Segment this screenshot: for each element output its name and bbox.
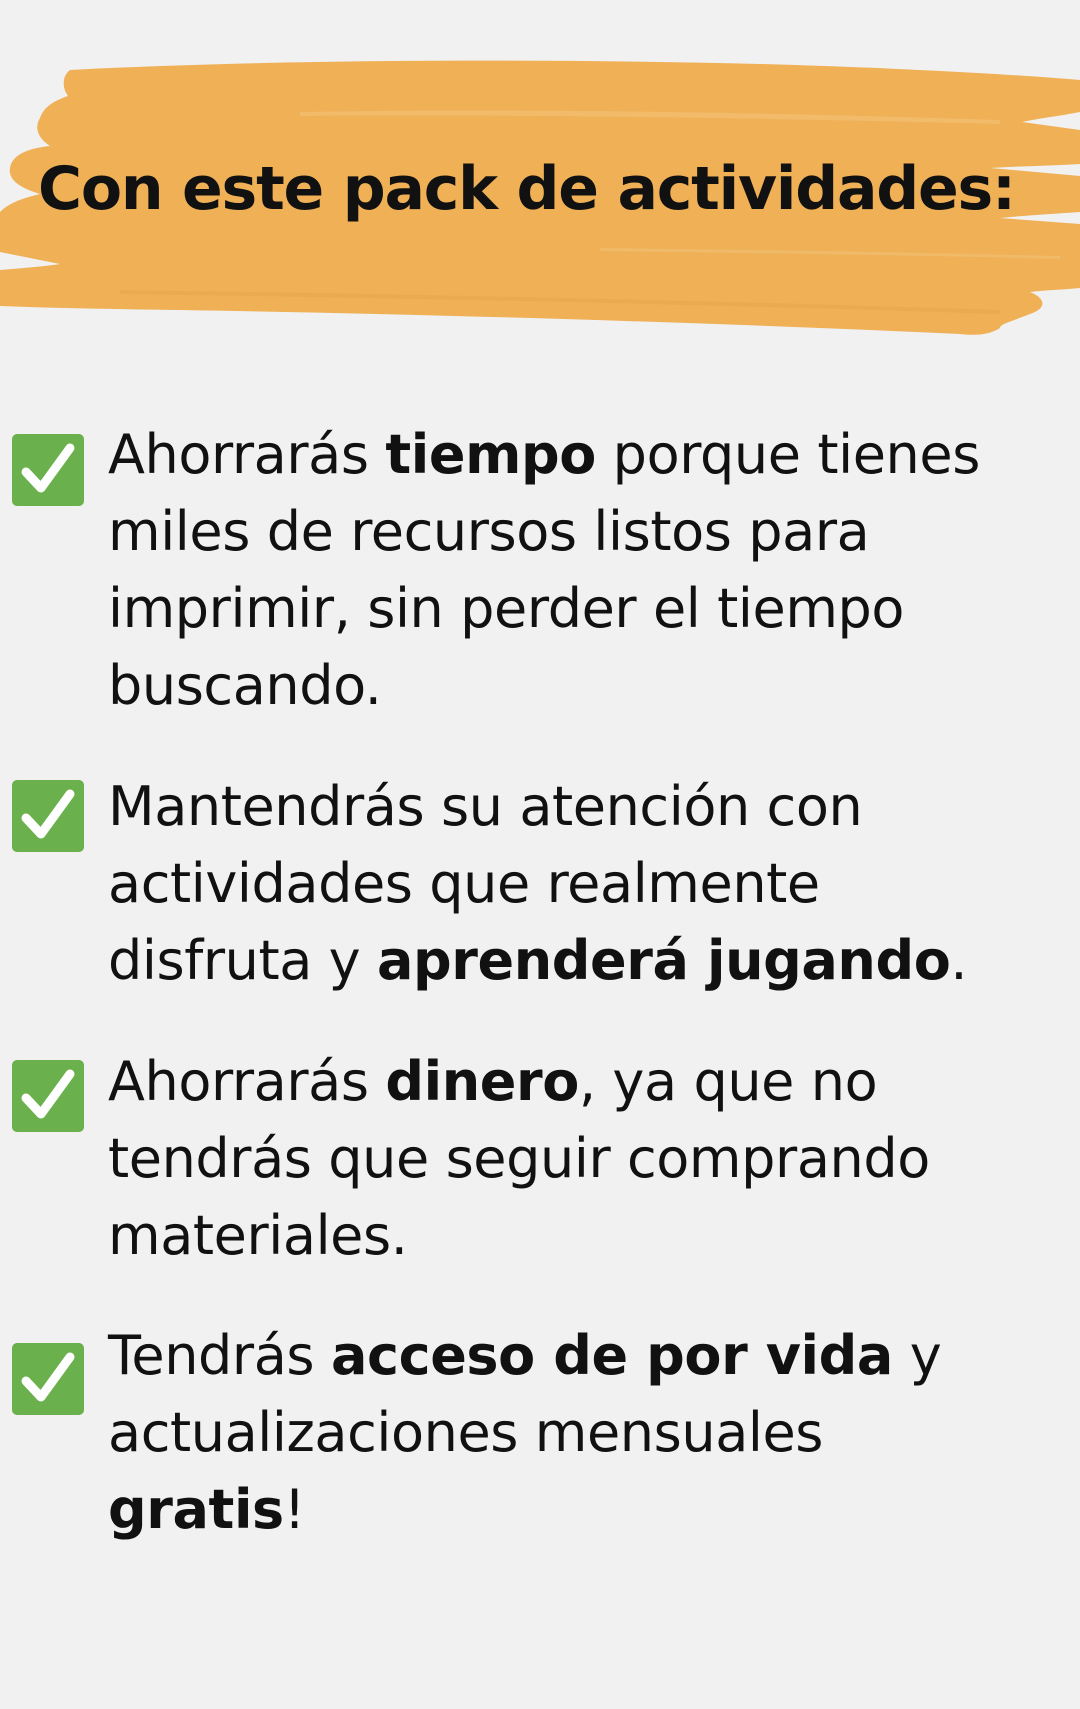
checkmark-icon	[12, 780, 84, 852]
benefit-item: Ahorrarás dinero, ya que no tendrás que seguir comprando materiales.	[108, 1050, 930, 1267]
benefit-item: Tendrás acceso de por vida y actualizaciones mensuales gratis!	[108, 1324, 942, 1541]
checkmark-icon	[12, 1343, 84, 1415]
page-title: Con este pack de actividades:	[38, 154, 1015, 224]
checkmark-icon	[12, 1060, 84, 1132]
benefit-item: Mantendrás su atención con actividades que realmente disfruta y aprenderá jugando.	[108, 775, 968, 992]
benefit-item: Ahorrarás tiempo porque tienes miles de recursos listos para imprimir, sin perder el tiempo buscando.	[108, 423, 980, 717]
checkmark-icon	[12, 434, 84, 506]
